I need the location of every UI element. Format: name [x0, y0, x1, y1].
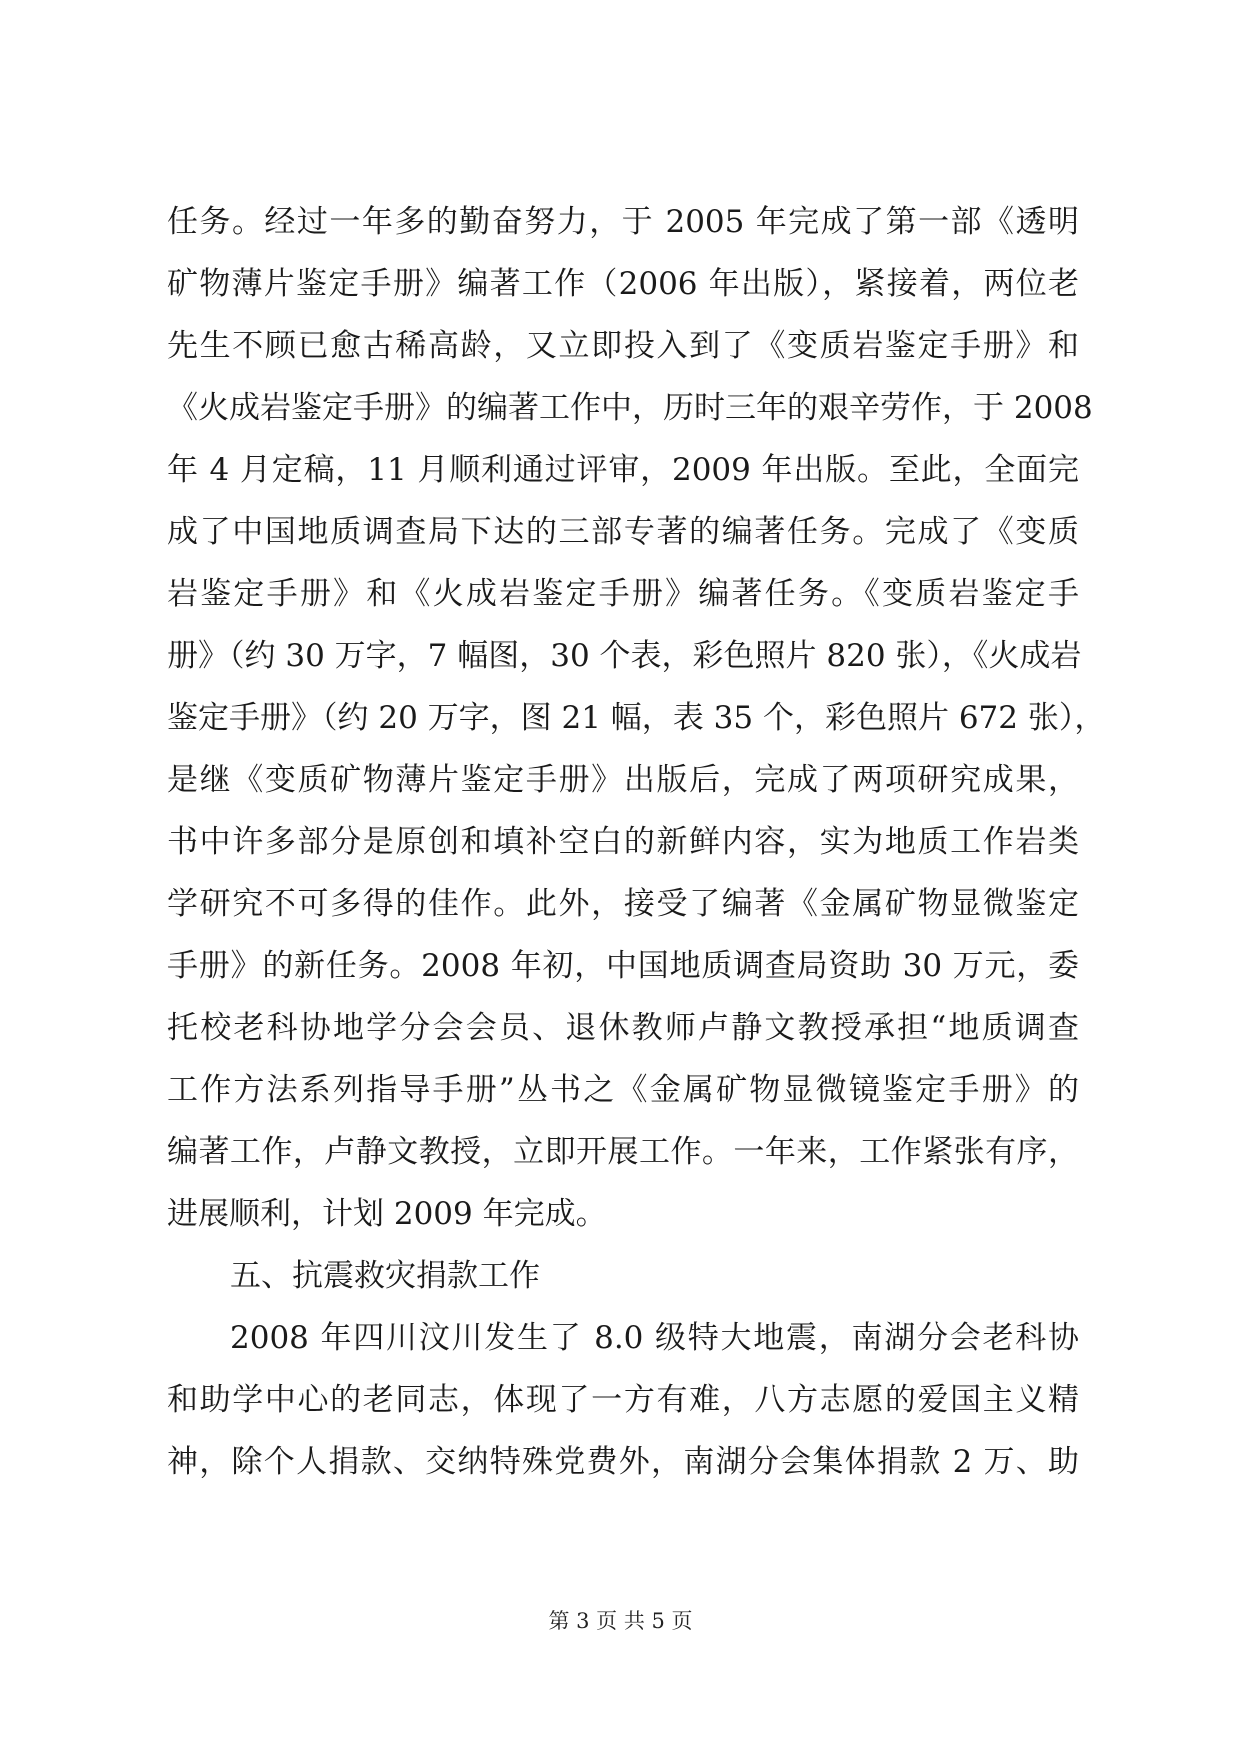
body-line: 任务。经过一年多的勤奋努力，于 2005 年完成了第一部《透明	[167, 204, 1079, 240]
body-line: 鉴定手册》（约 20 万字，图 21 幅，表 35 个，彩色照片 672 张），	[167, 700, 1106, 736]
body-line: 先生不顾已愈古稀高龄，又立即投入到了《变质岩鉴定手册》和	[167, 328, 1079, 364]
body-line: 《火成岩鉴定手册》的编著工作中，历时三年的艰辛劳作，于 2008	[167, 390, 1093, 426]
body-line: 托校老科协地学分会会员、退休教师卢静文教授承担“地质调查	[167, 1010, 1079, 1046]
body-line: 书中许多部分是原创和填补空白的新鲜内容，实为地质工作岩类	[167, 824, 1079, 860]
body-line: 编著工作，卢静文教授，立即开展工作。一年来，工作紧张有序，	[167, 1134, 1079, 1170]
section-heading: 五、抗震救灾捐款工作	[230, 1258, 540, 1294]
body-line: 和助学中心的老同志，体现了一方有难，八方志愿的爱国主义精	[167, 1382, 1079, 1418]
body-line: 是继《变质矿物薄片鉴定手册》出版后，完成了两项研究成果，	[167, 762, 1079, 798]
body-line: 学研究不可多得的佳作。此外，接受了编著《金属矿物显微鉴定	[167, 886, 1079, 922]
body-line: 进展顺利，计划 2009 年完成。	[167, 1196, 607, 1232]
body-line: 年 4 月定稿，11 月顺利通过评审，2009 年出版。至此，全面完	[167, 452, 1079, 488]
body-line: 神，除个人捐款、交纳特殊党费外，南湖分会集体捐款 2 万、助	[167, 1444, 1079, 1480]
body-line: 工作方法系列指导手册”丛书之《金属矿物显微镜鉴定手册》的	[167, 1072, 1079, 1108]
page-number-footer: 第 3 页 共 5 页	[548, 1609, 693, 1633]
body-line: 岩鉴定手册》和《火成岩鉴定手册》编著任务。《变质岩鉴定手	[167, 576, 1079, 612]
body-line: 手册》的新任务。2008 年初，中国地质调查局资助 30 万元，委	[167, 948, 1079, 984]
body-line: 2008 年四川汶川发生了 8.0 级特大地震，南湖分会老科协	[230, 1320, 1079, 1356]
body-line: 成了中国地质调查局下达的三部专著的编著任务。完成了《变质	[167, 514, 1079, 550]
body-line: 册》（约 30 万字，7 幅图，30 个表，彩色照片 820 张），《火成岩	[167, 638, 1082, 674]
body-line: 矿物薄片鉴定手册》编著工作（2006 年出版），紧接着，两位老	[167, 266, 1079, 302]
